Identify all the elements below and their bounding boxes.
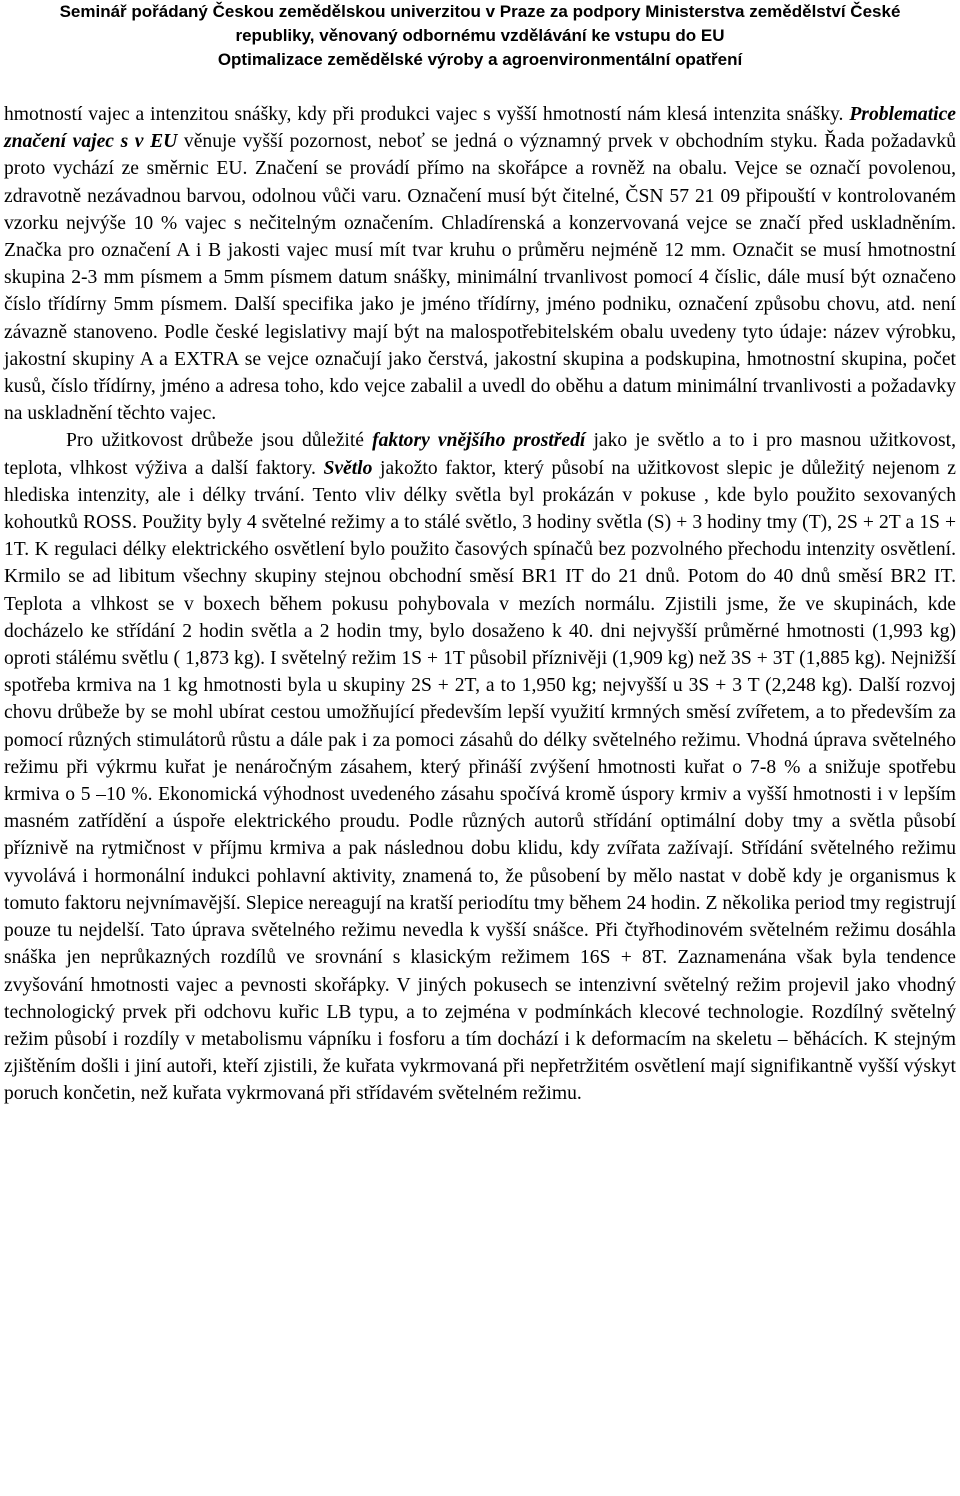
document-body (4, 101, 956, 1108)
paragraph-text: jako je světlo a to i pro masnou užitkovost, teplota, vlhkost výživa a další faktory. (4, 430, 956, 479)
header-line-2: republiky, věnovaný odbornému vzdělávání ke vstupu do EU (235, 26, 725, 45)
header-line-1: Seminář pořádaný Českou zemědělskou univerzitou v Praze za podpory Ministerstva zemědělství České (59, 2, 901, 21)
emphasized-phrase: Světlo (323, 457, 373, 479)
paragraph-text: věnuje vyšší pozornost, neboť se jedná o významný prvek v obchodním styku. Řada požadavků proto vychází ze směrnic EU. Značení se provádí přímo na skořápce a rovněž na obalu. Vejce se označí povolenou, zdravotně nezávadnou barvou, odolnou vůči varu. Označení musí být čitelné, ČSN 57 21 09 připouští v kontrolovaném vzorku nejvýše 10 % vajec s nečitelným označením. Chladírenská a konzervovaná vejce se značí před uskladněním. Značka pro označení A i B jakosti vajec musí mít tvar kruhu o průměru nejméně 12 mm. Označit se musí hmotnostní skupina 2-3 mm písmem a 5mm písmem datum snášky, minimální trvanlivost pomocí 4 číslic, dále musí být označeno číslo třídírny 5mm písmem. Další specifika jako je jméno třídírny, jméno podniku, označení způsobu chovu, atd. není závazně stanoveno. Podle české legislativy mají být na malospotřebitelském obalu uvedeny tyto údaje: název výrobku, jakostní skupiny A a EXTRA se vejce označují jako čerstvá, jakostní skupina a podskupina, hmotnostní skupina, počet kusů, číslo třídírny, jméno a adresa toho, kdo vejce zabalil a uvedl do oběhu a datum minimální trvanlivosti a požadavky na uskladnění těchto vajec. (4, 131, 956, 425)
emphasized-phrase: Problematice značení vajec s v EU (4, 104, 956, 153)
emphasized-phrase: faktory vnějšího prostředí (372, 430, 586, 452)
paragraph-text: jakožto faktor, který působí na užitkovost slepic je důležitý nejenom z hlediska intenzity, ale i délky trvání. Tento vliv délky světla byl prokázán v pokuse , kde bylo použito sexovaných kohoutků ROSS. Použity byly 4 světelné režimy a to stálé světlo, 3 hodiny světla (S) + 3 hodiny tmy (T), 2S + 2T a 1S + 1T. K regulaci délky elektrického osvětlení bylo použito časových spínačů bez pozvolného přechodu intenzity osvětlení. Krmilo se ad libitum všechny skupiny stejnou obchodní směsí BR1 IT do 21 dnů. Potom do 40 dnů směsí BR2 IT. Teplota a vlhkost se v boxech během pokusu pohybovala v mezích normálu. Zjistili jsme, že ve skupinách, kde docházelo ke střídání 2 hodin světla a 2 hodin tmy, bylo dosaženo k 40. dni nejvyšší průměrné hmotnosti (1,993 kg) oproti stálému světlu ( 1,873 kg). I světelný režim 1S + 1T působil příznivěji (1,909 kg) než 3S + 3T (1,885 kg). Nejnižší spotřeba krmiva na 1 kg hmotnosti byla u skupiny 2S + 2T, a to 1,950 kg; nejvyšší u 3S + 3 T (2,248 kg). Další rozvoj chovu drůbeže by se mohl ubírat cestou umožňující především lepší využití krmných směsí zvířetem, a to především za pomocí různých stimulátorů růstu a dále pak i za pomoci zásahů do délky světelného režimu. Vhodná úprava světelného režimu při výkrmu kuřat je nenáročným zásahem, který přináší zvýšení hmotnosti kuřat o 7-8 % a snižuje spotřebu krmiva o 5 –10 %. Ekonomická výhodnost uvedeného zásahu spočívá kromě úspory krmiv a vyšší hmotnosti i v lepším masném zatřídění a úspoře elektrického proudu. Podle různých autorů střídání optimální doby tmy a světla působí příznivě na rytmičnost v příjmu krmiva a pak následnou dobu klidu, kdy zvířata zažívají. Střídání světelného režimu vyvolává i hormonální indukci pohlavní aktivity, znamená to, že působení by mělo nastat v době kdy je organismus k tomuto faktoru nejvnímavější. Slepice nereagují na kratší periodítu tmy během 24 hodin. Z několika period tmy registrují pouze tu nejdelší. Tato úprava světelného režimu nevedla k vyšší snášce. Při čtyřhodinovém světelném režimu dosáhla snáška jen neprůkazných rozdílů ve srovnání s klasickým režimem 16S + 8T. Zaznamenána však byla tendence zvyšování hmotnosti vajec a pevnosti skořápky. V jiných pokusech se intenzivní světelný režim projevil jako vhodný technologický prvek při odchovu kuřic LB typu, a to zejména v podmínkách klecové technologie. Rozdílný světelný režim působí i rozdíly v metabolismu vápníku i fosforu a tím dochází i k deformacím na skeletu – běhácích. K stejným zjištěním došli i jiní autoři, kteří zjistili, že kuřata vykrmovaná při nepřetržitém osvětlení mají signifikantně vyšší výskyt poruch končetin, než kuřata vykrmovaná při střídavém světelném režimu. (4, 457, 956, 1105)
paragraph-text: Pro užitkovost drůbeže jsou důležité (66, 430, 373, 452)
paragraph-text: hmotností vajec a intenzitou snášky, kdy při produkci vajec s vyšší hmotností nám klesá intenzita snášky. (4, 104, 850, 125)
header-title: Optimalizace zemědělské výroby a agroenvironmentální opatření (217, 50, 743, 69)
paragraph-light-factors (4, 427, 956, 1107)
paragraph-egg-marking (4, 101, 956, 427)
page-header (0, 0, 960, 72)
